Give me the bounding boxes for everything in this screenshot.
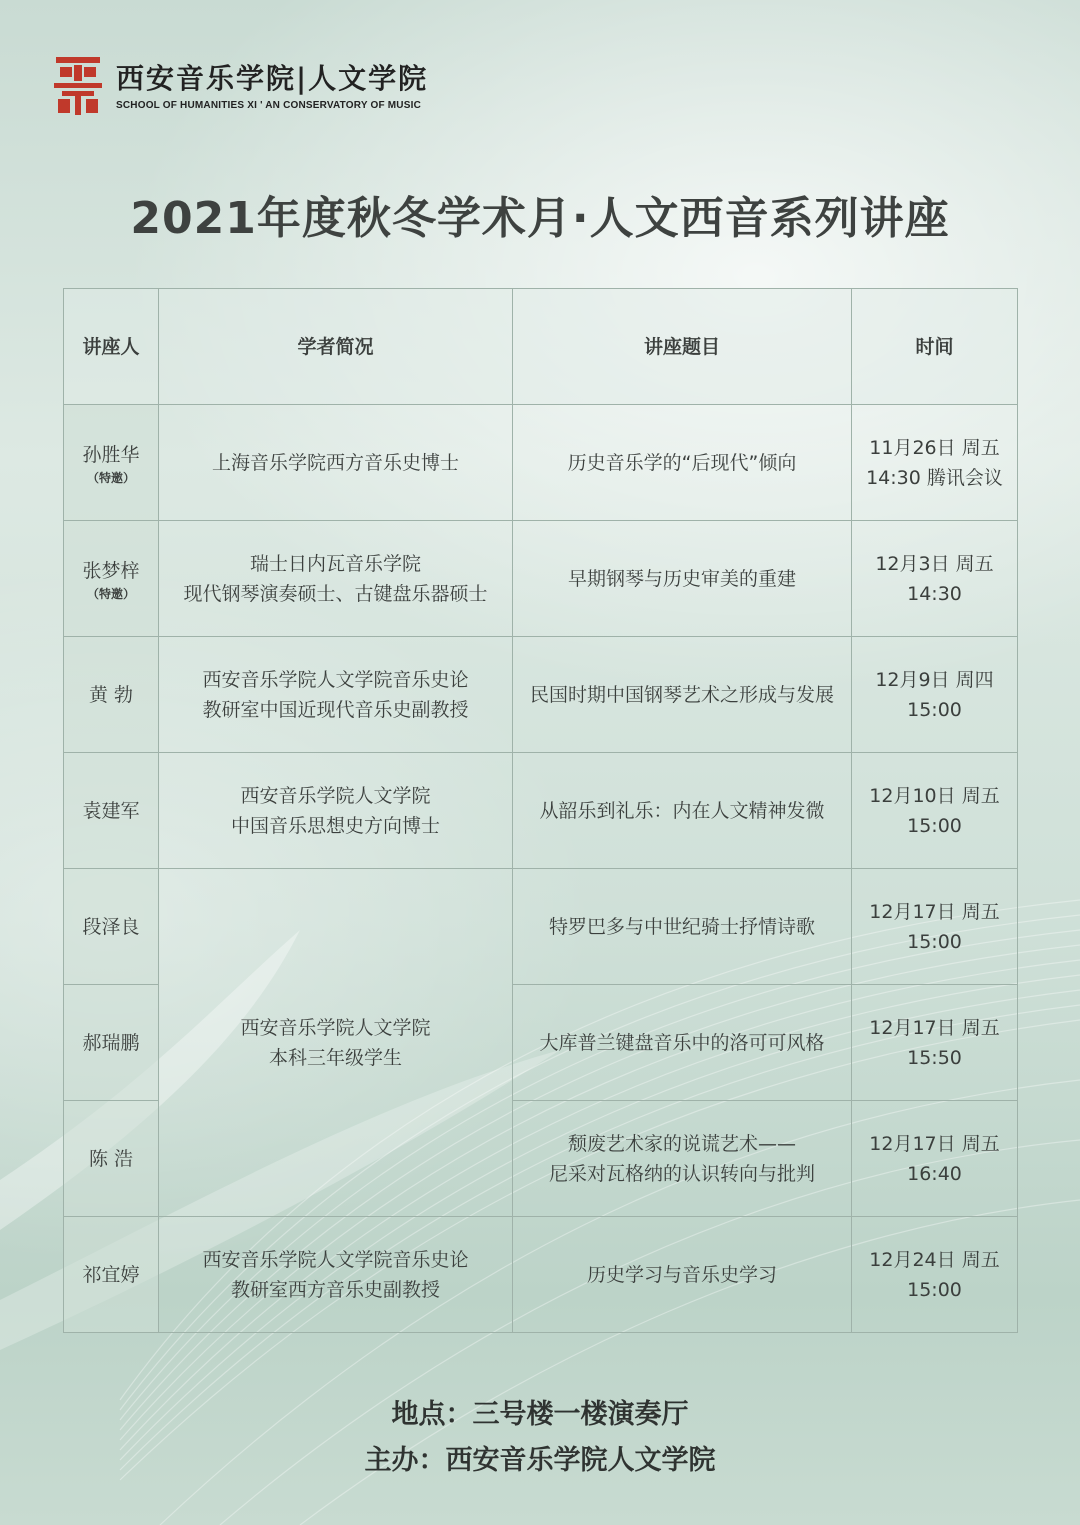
date-line: 12月17日 周五 xyxy=(869,900,1000,923)
profile-cell-shared xyxy=(159,869,513,1217)
topic-line: 民国时期中国钢琴艺术之形成与发展 xyxy=(529,683,834,706)
speaker-cell xyxy=(64,985,159,1101)
topic-cell xyxy=(513,1101,852,1217)
topic-line: 早期钢琴与历史审美的重建 xyxy=(567,567,796,590)
table-row xyxy=(64,521,1018,637)
topic-line: 历史学习与音乐史学习 xyxy=(586,1263,777,1286)
profile-cell xyxy=(159,637,513,753)
topic-cell xyxy=(513,753,852,869)
speaker-name: 段泽良 xyxy=(82,915,140,938)
speaker-cell xyxy=(64,1217,159,1333)
header-topic: 讲座题目 xyxy=(513,289,852,405)
profile-line: 西安音乐学院人文学院 xyxy=(240,784,431,807)
profile-line: 瑞士日内瓦音乐学院 xyxy=(249,552,421,575)
date-line: 12月17日 周五 xyxy=(869,1132,1000,1155)
hour-line: 15:00 xyxy=(907,1278,962,1301)
hour-line: 15:00 xyxy=(907,814,962,837)
date-line: 11月26日 周五 xyxy=(869,436,1000,459)
speaker-name: 张梦梓 xyxy=(82,559,140,582)
time-cell xyxy=(852,1217,1018,1333)
lecture-schedule-table xyxy=(63,288,1018,1333)
topic-line: 历史音乐学的“后现代”倾向 xyxy=(567,451,797,474)
time-cell xyxy=(852,869,1018,985)
profile-cell xyxy=(159,1217,513,1333)
topic-cell xyxy=(513,869,852,985)
logo-chinese-name: 西安音乐学院|人文学院 xyxy=(116,61,429,95)
hour-line: 15:00 xyxy=(907,930,962,953)
profile-line: 上海音乐学院西方音乐史博士 xyxy=(211,451,459,474)
invited-note: （特邀） xyxy=(86,586,135,601)
invited-note: （特邀） xyxy=(86,470,135,485)
profile-cell xyxy=(159,405,513,521)
speaker-cell xyxy=(64,869,159,985)
topic-cell xyxy=(513,405,852,521)
table-row xyxy=(64,753,1018,869)
date-line: 12月3日 周五 xyxy=(875,552,994,575)
topic-cell xyxy=(513,1217,852,1333)
logo-english-name: SCHOOL OF HUMANITIES XI ' AN CONSERVATORY OF MUSIC xyxy=(116,99,421,111)
topic-cell xyxy=(513,637,852,753)
table-header-row xyxy=(64,289,1018,405)
header-profile: 学者简况 xyxy=(159,289,513,405)
speaker-name: 孙胜华 xyxy=(82,443,140,466)
table-row xyxy=(64,1217,1018,1333)
profile-line: 教研室中国近现代音乐史副教授 xyxy=(202,698,469,721)
hour-line: 14:30 腾讯会议 xyxy=(866,466,1003,489)
table-row xyxy=(64,405,1018,521)
topic-line: 大库普兰键盘音乐中的洛可可风格 xyxy=(539,1031,825,1054)
speaker-cell xyxy=(64,405,159,521)
table-row xyxy=(64,869,1018,985)
profile-line: 本科三年级学生 xyxy=(268,1046,402,1069)
hour-line: 14:30 xyxy=(907,582,962,605)
table-row xyxy=(64,637,1018,753)
time-cell xyxy=(852,521,1018,637)
host-line: 主办：西安音乐学院人文学院 xyxy=(364,1445,716,1476)
date-line: 12月24日 周五 xyxy=(869,1248,1000,1271)
speaker-cell xyxy=(64,637,159,753)
time-cell xyxy=(852,985,1018,1101)
speaker-cell xyxy=(64,521,159,637)
hour-line: 15:50 xyxy=(907,1046,962,1069)
date-line: 12月10日 周五 xyxy=(869,784,1000,807)
header-time: 时间 xyxy=(852,289,1018,405)
speaker-name: 袁建军 xyxy=(82,799,140,822)
speaker-name: 陈 浩 xyxy=(88,1147,134,1170)
time-cell xyxy=(852,753,1018,869)
speaker-name: 郝瑞鹏 xyxy=(82,1031,140,1054)
profile-cell xyxy=(159,521,513,637)
profile-line: 教研室西方音乐史副教授 xyxy=(230,1278,440,1301)
hour-line: 15:00 xyxy=(907,698,962,721)
speaker-name: 祁宜婷 xyxy=(82,1263,140,1286)
date-line: 12月9日 周四 xyxy=(875,668,994,691)
profile-line: 西安音乐学院人文学院 xyxy=(240,1016,431,1039)
topic-cell xyxy=(513,985,852,1101)
profile-line: 现代钢琴演奏硕士、古键盘乐器硕士 xyxy=(183,582,488,605)
hour-line: 16:40 xyxy=(907,1162,962,1185)
speaker-name: 黄 勃 xyxy=(88,683,134,706)
topic-line: 尼采对瓦格纳的认识转向与批判 xyxy=(548,1162,815,1185)
speaker-cell xyxy=(64,753,159,869)
page-title: 2021年度秋冬学术月·人文西音系列讲座 xyxy=(130,193,950,244)
time-cell xyxy=(852,1101,1018,1217)
topic-line: 从韶乐到礼乐：内在人文精神发微 xyxy=(539,799,825,822)
profile-line: 西安音乐学院人文学院音乐史论 xyxy=(202,1248,469,1271)
conservatory-emblem-icon xyxy=(52,55,104,117)
speaker-cell xyxy=(64,1101,159,1217)
header-speaker: 讲座人 xyxy=(64,289,159,405)
topic-line: 颓废艺术家的说谎艺术—— xyxy=(567,1132,796,1155)
profile-line: 中国音乐思想史方向博士 xyxy=(230,814,440,837)
college-logo xyxy=(52,55,428,117)
profile-line: 西安音乐学院人文学院音乐史论 xyxy=(202,668,469,691)
topic-line: 特罗巴多与中世纪骑士抒情诗歌 xyxy=(548,915,815,938)
time-cell xyxy=(852,405,1018,521)
venue-line: 地点：三号楼一楼演奏厅 xyxy=(391,1399,689,1430)
date-line: 12月17日 周五 xyxy=(869,1016,1000,1039)
topic-cell xyxy=(513,521,852,637)
time-cell xyxy=(852,637,1018,753)
profile-cell xyxy=(159,753,513,869)
